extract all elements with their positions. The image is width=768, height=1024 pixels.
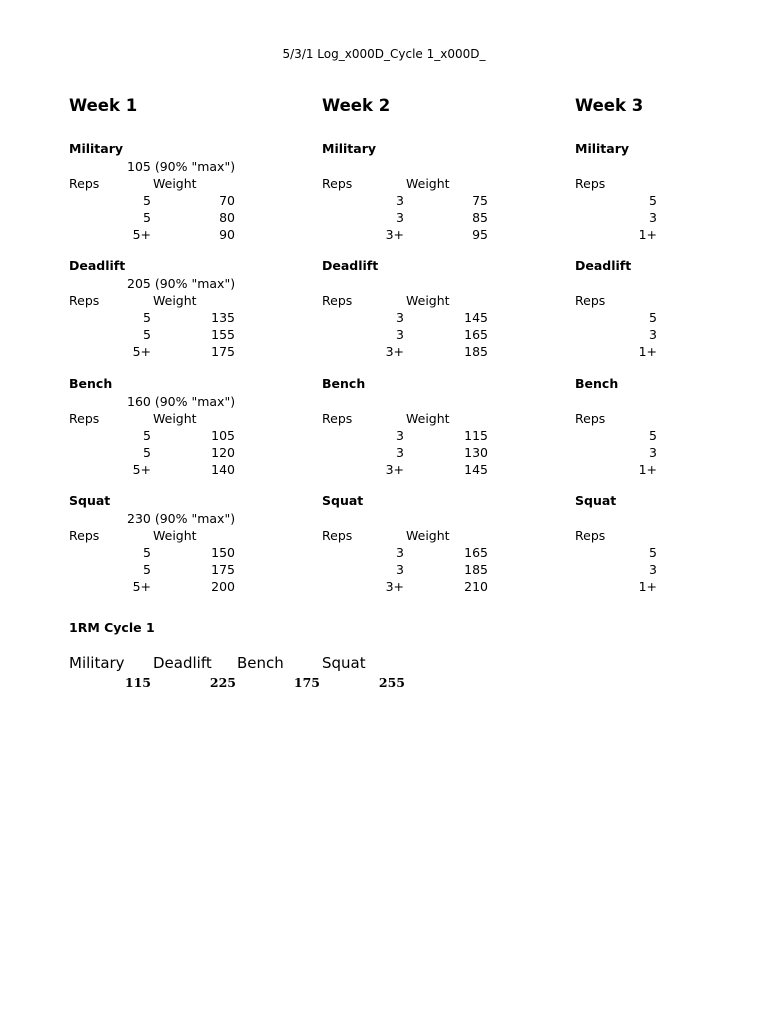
reps-header: Reps (575, 176, 606, 191)
set-weight: 210 (464, 579, 488, 594)
onerm-value: 175 (293, 675, 320, 690)
set-reps: 5 (649, 545, 657, 560)
set-weight: 130 (464, 445, 488, 460)
set-reps: 3 (649, 562, 657, 577)
reps-header: Reps (69, 293, 100, 308)
set-reps: 3+ (385, 344, 404, 359)
set-reps: 5 (143, 562, 151, 577)
lift-name: Military (575, 141, 630, 156)
lift-name: Deadlift (322, 258, 379, 273)
lift-name: Squat (322, 493, 364, 508)
set-reps: 3 (649, 445, 657, 460)
set-weight: 90 (219, 227, 235, 242)
weight-header: Weight (406, 528, 450, 543)
reps-header: Reps (69, 411, 100, 426)
set-reps: 3+ (385, 227, 404, 242)
set-reps: 5+ (132, 344, 151, 359)
week-title: Week 2 (322, 96, 391, 115)
set-reps: 5 (143, 545, 151, 560)
week-title: Week 1 (69, 96, 138, 115)
set-reps: 5+ (132, 227, 151, 242)
set-reps: 5 (649, 193, 657, 208)
set-reps: 3 (396, 210, 404, 225)
weight-header: Weight (153, 411, 197, 426)
set-weight: 80 (219, 210, 235, 225)
reps-header: Reps (322, 411, 353, 426)
reps-header: Reps (575, 293, 606, 308)
set-weight: 135 (211, 310, 235, 325)
set-reps: 1+ (638, 462, 657, 477)
reps-header: Reps (322, 293, 353, 308)
lift-name: Squat (69, 493, 111, 508)
document-title: 5/3/1 Log_x000D_Cycle 1_x000D_ (282, 47, 486, 61)
set-weight: 95 (472, 227, 488, 242)
weight-header: Weight (406, 411, 450, 426)
set-weight: 175 (211, 344, 235, 359)
onerm-header: Bench (237, 654, 284, 672)
lift-name: Military (69, 141, 124, 156)
set-reps: 3 (396, 193, 404, 208)
set-reps: 5+ (132, 579, 151, 594)
set-reps: 3 (396, 445, 404, 460)
onerm-value: 225 (209, 675, 236, 690)
set-reps: 5 (143, 210, 151, 225)
set-weight: 150 (211, 545, 235, 560)
set-weight: 70 (219, 193, 235, 208)
weight-header: Weight (153, 293, 197, 308)
reps-header: Reps (69, 176, 100, 191)
reps-header: Reps (575, 528, 606, 543)
set-weight: 75 (472, 193, 488, 208)
lift-name: Military (322, 141, 377, 156)
set-reps: 3+ (385, 579, 404, 594)
set-weight: 140 (211, 462, 235, 477)
set-weight: 200 (211, 579, 235, 594)
lift-name: Bench (575, 376, 619, 391)
lift-name: Deadlift (575, 258, 632, 273)
set-reps: 5 (143, 310, 151, 325)
set-reps: 5 (143, 445, 151, 460)
set-reps: 3 (649, 210, 657, 225)
onerm-value: 115 (124, 675, 151, 690)
set-weight: 165 (464, 327, 488, 342)
max-note: 105 (90% "max") (127, 159, 236, 174)
week-title: Week 3 (575, 96, 644, 115)
set-reps: 3 (396, 545, 404, 560)
lift-name: Bench (322, 376, 366, 391)
set-reps: 5 (649, 310, 657, 325)
lift-name: Squat (575, 493, 617, 508)
set-reps: 3 (396, 327, 404, 342)
set-weight: 120 (211, 445, 235, 460)
weight-header: Weight (406, 293, 450, 308)
reps-header: Reps (322, 176, 353, 191)
set-reps: 5 (143, 327, 151, 342)
set-weight: 165 (464, 545, 488, 560)
max-note: 205 (90% "max") (127, 276, 236, 291)
weight-header: Weight (153, 176, 197, 191)
max-note: 230 (90% "max") (127, 511, 236, 526)
set-weight: 185 (464, 562, 488, 577)
set-reps: 5 (143, 193, 151, 208)
onerm-header: Squat (322, 654, 366, 672)
lift-name: Bench (69, 376, 113, 391)
max-note: 160 (90% "max") (127, 394, 236, 409)
set-weight: 145 (464, 310, 488, 325)
set-reps: 5+ (132, 462, 151, 477)
onerm-header: Military (69, 654, 125, 672)
onerm-header: Deadlift (153, 654, 212, 672)
reps-header: Reps (69, 528, 100, 543)
weight-header: Weight (406, 176, 450, 191)
onerm-value: 255 (378, 675, 405, 690)
set-weight: 145 (464, 462, 488, 477)
onerm-title: 1RM Cycle 1 (69, 620, 155, 635)
set-reps: 3 (396, 310, 404, 325)
set-weight: 155 (211, 327, 235, 342)
lift-name: Deadlift (69, 258, 126, 273)
set-weight: 175 (211, 562, 235, 577)
set-weight: 85 (472, 210, 488, 225)
set-weight: 115 (464, 428, 488, 443)
set-weight: 185 (464, 344, 488, 359)
set-reps: 3+ (385, 462, 404, 477)
weight-header: Weight (153, 528, 197, 543)
set-reps: 3 (396, 562, 404, 577)
set-weight: 105 (211, 428, 235, 443)
set-reps: 3 (396, 428, 404, 443)
set-reps: 5 (649, 428, 657, 443)
reps-header: Reps (575, 411, 606, 426)
set-reps: 1+ (638, 344, 657, 359)
set-reps: 1+ (638, 579, 657, 594)
set-reps: 1+ (638, 227, 657, 242)
set-reps: 3 (649, 327, 657, 342)
reps-header: Reps (322, 528, 353, 543)
set-reps: 5 (143, 428, 151, 443)
